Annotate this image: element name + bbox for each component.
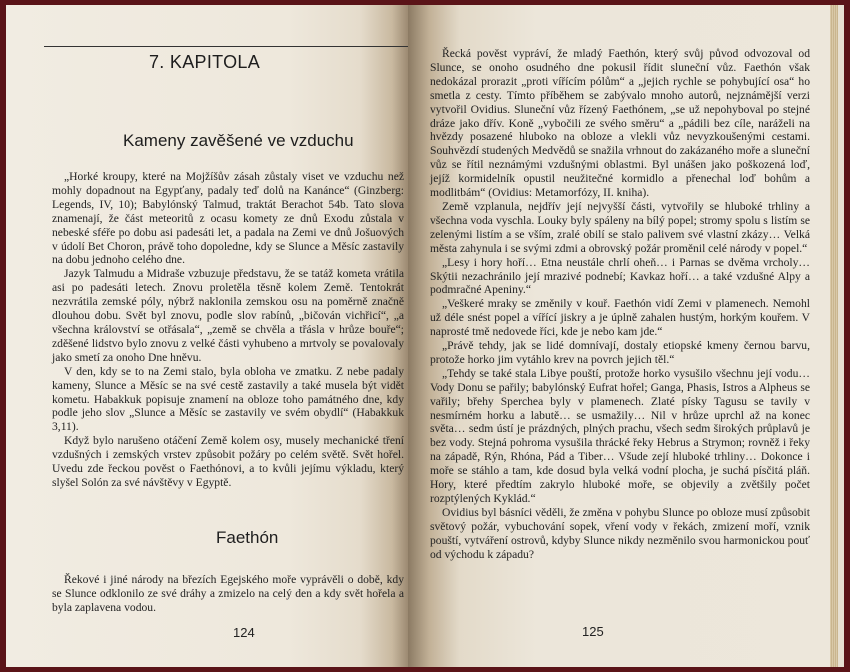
paragraph: Když bylo narušeno otáčení Země kolem osy, musely mechanické tření vzdušných i zemských vrstev způsobit požáry po celém světě. Svět hořel. Uvedu zde řeckou pověst o Faethónovi, a to kvůli jejímu výkladu, který slyšel Solón za své návštěvy v Egyptě. xyxy=(52,434,404,489)
paragraph: Ovidius byl básníci věděli, že změna v pohybu Slunce po obloze musí způsobit světový požár, vybuchování sopek, vření vody v řekách, zmizení moří, vznik pouští, vytváření ostrovů, kdyby Slunce nikdy nezměnilo svou harmonickou pouť od východu k západu? xyxy=(430,505,810,561)
page-number-right: 125 xyxy=(582,624,604,639)
section-title: Kameny zavěšené ve vzduchu xyxy=(123,131,354,150)
chapter-rule xyxy=(44,46,408,47)
paragraph: „Tehdy se také stala Libye pouští, protože horko vysušilo všechnu její vodu… Vody Donu se pařily; babylónský Eufrat hořel; Ganga, Phasis, Istros a Alpheus se vařily; břehy Sperchea byly v plamenech. Zlaté písky Tagusu se tavily v nesmírném horku a labutě… se usmažily… Nil v hrůze uprchl až na konec světa… sedm ústí je prázdných, plných prachu, všech sedm širokých průplavů je bez vody. Stejná pohroma vysušila thrácké řeky Hebrus a Strymon; rovněž i řeky na západě, Rýn, Rhóna, Pád a Tiber… Všude zejí hluboké trhliny… Dokonce i moře se stáhlo a tam, kde dosud byla velká vodní plocha, je suchá písčitá pláň. Hory, které předtím zakrylo hluboké moře, se objevily a zvětšily počet rozptýlených Kyklád.“ xyxy=(430,366,810,505)
paragraph: Země vzplanula, nejdřív její nejvyšší části, vytvořily se hluboké trhliny a všechna voda vyschla. Louky byly spáleny na bílý popel; stromy spolu s listím se zelenými listím a se vším, zralé obilí se stalo palivem své vlastní zkázy… Velká města zahynula i se svými zdmi a obrovský požár proměnil celé národy v popel.“ xyxy=(430,199,810,255)
section-title-2: Faethón xyxy=(216,528,279,547)
left-text-block-2 xyxy=(52,573,404,615)
paragraph: Řekové i jiné národy na březích Egejského moře vyprávěli o době, kdy se Slunce odklonilo ze své dráhy a zmizelo na celý den a kdy svět hořela a byla zaplavena vodou. xyxy=(52,573,404,614)
paragraph: „Veškeré mraky se změnily v kouř. Faethón vidí Zemi v plamenech. Nemohl už déle snést popel a vířící jiskry a je úplně zahalen hustým, horkým kouřem. V naprosté tmě nedovede říci, kde je nebo kam jde.“ xyxy=(430,297,810,339)
book-spread xyxy=(6,5,844,667)
paragraph: Jazyk Talmudu a Midraše vzbuzuje představu, že se tatáž kometa vrátila asi po padesáti letech. Znovu proletěla těsně kolem Země. Tentokrát nezvrátila zemské póly, nýbrž naklonila zemskou osu na poměrně značně dlouhou dobu. Svět byl znovu, podle slov rabínů, „bičován vichřicí“, „a všechna království se otřásala“, „země se chvěla a třásla v hrůze bouře“; zděšené lidstvo bylo znovu z velké části vyhubeno a mrtvoly se povalovaly jako smetí za onoho Dne hněvu. xyxy=(52,267,404,364)
right-text-block xyxy=(430,47,810,562)
paragraph: V den, kdy se to na Zemi stalo, byla obloha ve zmatku. Z nebe padaly kameny, Slunce a Měsíc se na své cestě zastavily a také musela být vidět kometu. Habakkuk popisuje znamení na obloze toho památného dne, kdy podle jeho slov „Slunce a Měsíc se zastavily ve svém obydlí“ (Habakkuk 3,11). xyxy=(52,364,404,434)
page-edge xyxy=(830,5,838,667)
chapter-heading: 7. KAPITOLA xyxy=(149,52,261,72)
left-text-block xyxy=(52,170,404,490)
left-page xyxy=(6,5,408,667)
page-number-left: 124 xyxy=(233,625,255,640)
paragraph: „Horké kroupy, které na Mojžíšův zásah zůstaly viset ve vzduchu než mohly dopadnout na Egypťany, padaly teď dolů na Kanánce“ (Ginzberg: Legends, IV, 10); Babylónský Talmud, traktát Berachot 54b. Tato slova znamenají, že část meteoritů z ocasu komety ze dnů Exodu zůstala v nebeské sféře po dobu asi padesáti let, a padala na Zemi ve dnů Jošuových v údolí Bet Choron, právě toho dopoledne, kdy se Slunce a Měsíc zastavily na dobu jednoho celého dne. xyxy=(52,170,404,267)
paragraph: Řecká pověst vypráví, že mladý Faethón, který svůj původ odvozoval od Slunce, se onoho osudného dne pokusil řídit sluneční vůz. Faethón však nedokázal prorazit „proti vířícím pólům“ a „jejich rychle se pohybující osa“ ho smetla z cesty. Tímto příběhem se zabývalo mnoho autorů, nejznámější verzi vytvořil Ovidius. Sluneční vůz řízený Faethónem, „se už nepohyboval po stejné dráze jako dřív. Koně „vybočili ze svého směru“ a „pádili bez cíle, naráželi na hvězdy posazené hluboko na obloze a vlekli vůz nevyzkoušenými cestami. Souhvězdí studených Medvědů se snažila vrhnout do zakázaného moře a sluneční vůz se řítil neznámými vzdušnými oblastmi. Byl unášen jako poškozená loď, jejíž kormidelník opustil neužitečné kormidlo a přenechal loď bohům a modlitbám“ (Ovidius: Metamorfózy, II. kniha). xyxy=(430,47,810,200)
paragraph: „Právě tehdy, jak se lidé domnívají, dostaly etiopské kmeny černou barvu, protože horko jim vytáhlo krev na povrch jejich těl.“ xyxy=(430,339,810,366)
right-page xyxy=(408,5,838,667)
paragraph: „Lesy i hory hoří… Etna neustále chrlí oheň… i Parnas se dvěma vrcholy… Skýtii nezachránilo její mrazivé podnebí; Kavkaz hoří… a také vzdušné Alpy a podmračné Apeniny.“ xyxy=(430,255,810,297)
